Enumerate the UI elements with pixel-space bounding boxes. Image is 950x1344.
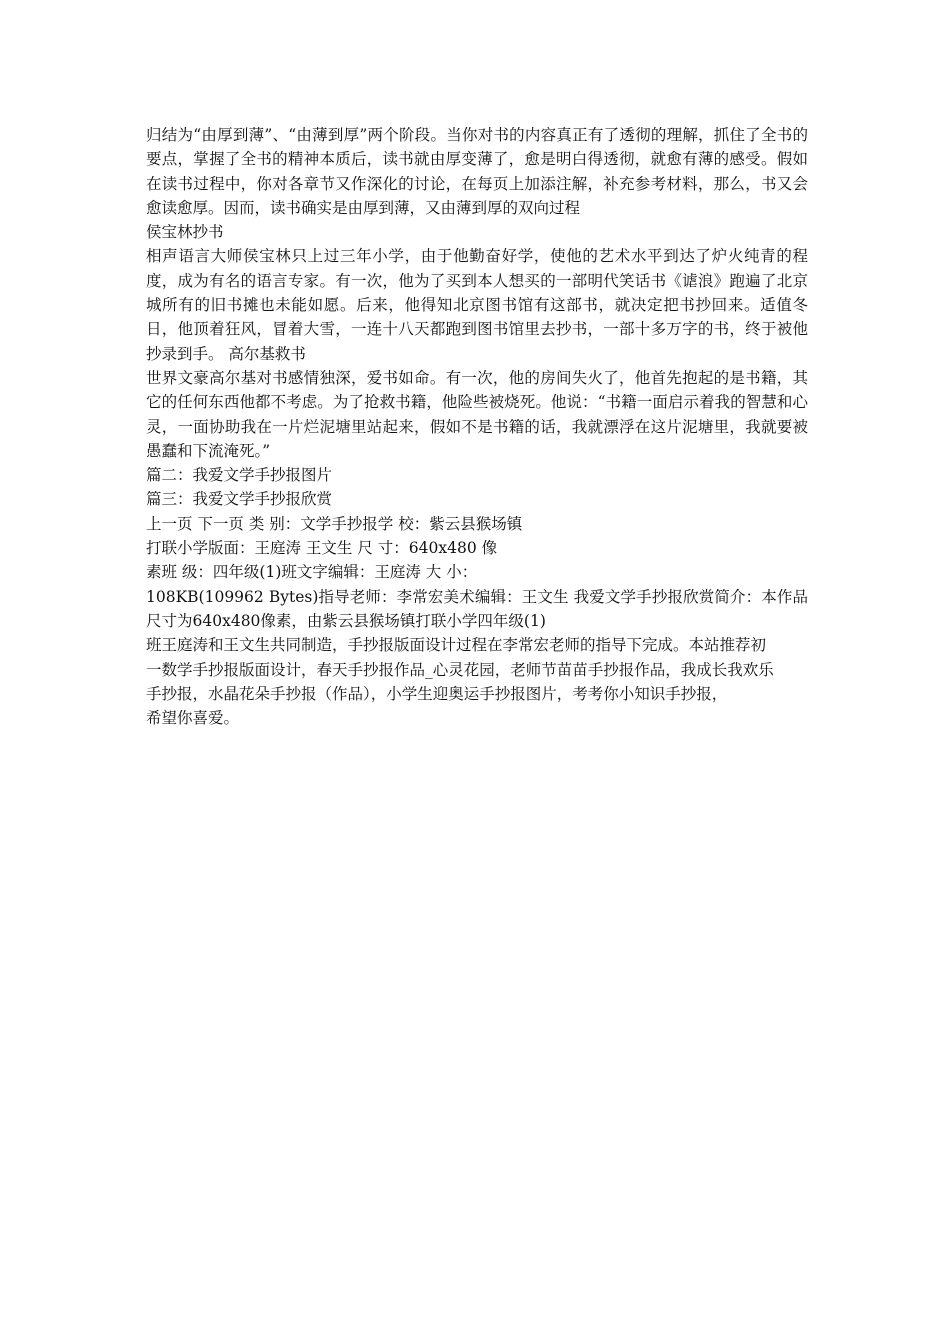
- info-line-2: 打联小学版面：王庭涛 王文生 尺 寸：640x480 像: [146, 539, 498, 558]
- info-line-8: 希望你喜爱。: [146, 709, 240, 728]
- info-line-3: 素班 级：四年级(1)班文字编辑：王庭涛 大 小：: [146, 563, 478, 582]
- info-line-7: 手抄报，水晶花朵手抄报（作品），小学生迎奥运手抄报图片，考考你小知识手抄报，: [146, 684, 728, 703]
- info-line-5: 班王庭涛和王文生共同制造，手抄报版面设计过程在李常宏老师的指导下完成。本站推荐初: [146, 636, 767, 655]
- heading-part-three: 篇三：我爱文学手抄报欣赏: [146, 490, 333, 509]
- info-line-6: 一数学手抄报版面设计，春天手抄报作品_心灵花园，老师节苗苗手抄报作品，我成长我欢乐: [146, 660, 774, 679]
- info-line-1: 上一页 下一页 类 别：文学手抄报学 校：紫云县猴场镇: [146, 514, 523, 533]
- document-body: [146, 123, 808, 730]
- heading-hou-baolin: 侯宝林抄书: [146, 223, 224, 242]
- info-line-4: 108KB(109962 Bytes)指导老师：李常宏美术编辑：王文生 我爱文学手抄报欣赏简介：本作品尺寸为640x480像素，由紫云县猴场镇打联小学四年级(1): [146, 587, 808, 630]
- paragraph-reading-thick-thin: 归结为“由厚到薄”、“由薄到厚”两个阶段。当你对书的内容真正有了透彻的理解，抓住了全书的要点，掌握了全书的精神本质后，读书就由厚变薄了，愈是明白得透彻，就愈有薄的感受。假如在读书过程中，你对各章节又作深化的讨论，在每页上加添注解，补充参考材料，那么，书又会愈读愈厚。因而，读书确实是由厚到薄，又由薄到厚的双向过程: [146, 126, 808, 217]
- paragraph-hou-baolin: 相声语言大师侯宝林只上过三年小学，由于他勤奋好学，使他的艺术水平到达了炉火纯青的程度，成为有名的语言专家。有一次，他为了买到本人想买的一部明代笑话书《谑浪》跑遍了北京城所有的旧书摊也未能如愿。后来，他得知北京图书馆有这部书，就决定把书抄回来。适值冬日，他顶着狂风，冒着大雪，一连十八天都跑到图书馆里去抄书，一部十多万字的书，终于被他抄录到手。 高尔基救书: [146, 247, 808, 363]
- paragraph-gorky: 世界文豪高尔基对书感情独深，爱书如命。有一次，他的房间失火了，他首先抱起的是书籍，其它的任何东西他都不考虑。为了抢救书籍，他险些被烧死。他说：“书籍一面启示着我的智慧和心灵，一面协助我在一片烂泥塘里站起来，假如不是书籍的话，我就漂浮在这片泥塘里，我就要被愚蠢和下流淹死。”: [146, 368, 808, 460]
- heading-part-two: 篇二：我爱文学手抄报图片: [146, 466, 333, 485]
